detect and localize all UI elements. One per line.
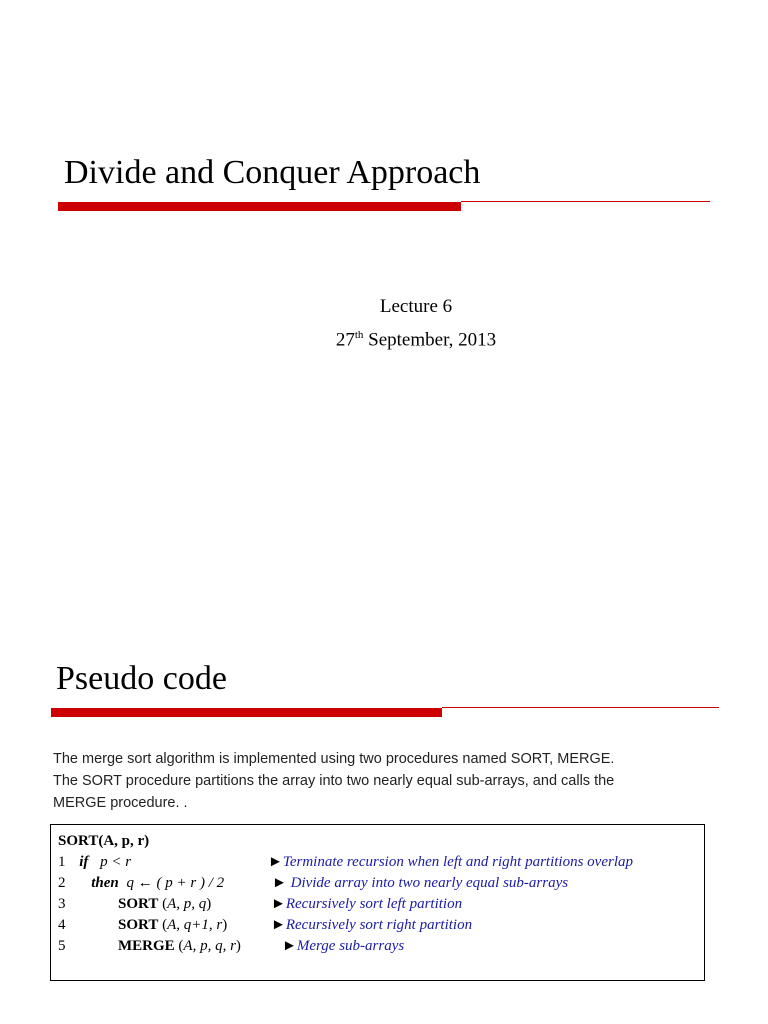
arrow-icon: ►	[271, 917, 286, 933]
paren-close: )	[235, 938, 241, 954]
title-underline-thin	[461, 201, 710, 202]
comment-text: Terminate recursion when left and right partitions overlap	[282, 854, 633, 870]
proc-args: A, q+1, r	[167, 917, 223, 933]
arrow-icon: ►	[271, 896, 286, 912]
proc-name: SORT	[118, 917, 159, 933]
date-rest: September, 2013	[363, 329, 497, 351]
paren-open: (	[174, 938, 184, 954]
proc-args: A, p, q, r	[183, 938, 236, 954]
description-line-3: MERGE procedure. .	[53, 795, 188, 811]
pseudo-underline-thin	[442, 707, 719, 708]
proc-args: A, p, q	[167, 896, 207, 912]
slide-title-pseudo-code: Pseudo code	[56, 660, 227, 697]
code-call-4	[118, 917, 227, 934]
lecture-date	[266, 329, 566, 351]
line-number: 1	[58, 854, 66, 870]
pseudo-code-box	[50, 824, 705, 981]
comment-text: Recursively sort left partition	[285, 896, 463, 912]
arrow-icon: ►	[282, 938, 297, 954]
comment-text: Merge sub-arrays	[296, 938, 405, 954]
code-line-3	[58, 896, 66, 913]
paren-open: (	[158, 917, 168, 933]
comment-text: Recursively sort right partition	[285, 917, 473, 933]
line-number: 2	[58, 875, 66, 891]
proc-name: MERGE	[118, 938, 175, 954]
comment-line-2	[272, 875, 568, 892]
code-header: SORT(A, p, r)	[58, 833, 150, 849]
comment-line-5	[282, 938, 404, 955]
paren-open: (	[158, 896, 168, 912]
comment-line-1	[268, 854, 633, 871]
comment-line-3	[271, 896, 462, 913]
title-underline-thick	[58, 202, 461, 211]
code-line-1	[58, 854, 131, 871]
line-number: 4	[58, 917, 66, 933]
date-day: 27	[335, 329, 355, 351]
description-paragraph	[53, 748, 614, 814]
lecture-number: Lecture 6	[379, 296, 453, 317]
assign-expr: q ← ( p + r ) / 2	[126, 875, 225, 891]
date-suffix: th	[354, 329, 364, 341]
code-call-3	[118, 896, 211, 913]
pseudo-underline-thick	[51, 708, 442, 717]
arrow-icon: ►	[272, 875, 287, 891]
description-line-2: The SORT procedure partitions the array into two nearly equal sub-arrays, and calls the	[53, 773, 615, 789]
code-line-2	[58, 875, 224, 892]
line-number: 3	[58, 896, 66, 912]
code-line-4	[58, 917, 66, 934]
keyword-then: then	[91, 875, 119, 891]
paren-close: )	[206, 896, 212, 912]
keyword-if: if	[79, 854, 89, 870]
comment-text: Divide array into two nearly equal sub-arrays	[286, 875, 569, 891]
line-number: 5	[58, 938, 66, 954]
description-line-1: The merge sort algorithm is implemented using two procedures named SORT, MERGE.	[53, 751, 615, 767]
comment-line-4	[271, 917, 472, 934]
code-line-5	[58, 938, 66, 955]
arrow-icon: ►	[268, 854, 283, 870]
proc-name: SORT	[118, 896, 159, 912]
paren-close: )	[222, 917, 228, 933]
code-call-5	[118, 938, 241, 955]
slide-title-divide-conquer: Divide and Conquer Approach	[64, 154, 481, 191]
condition-expr: p < r	[100, 854, 132, 870]
